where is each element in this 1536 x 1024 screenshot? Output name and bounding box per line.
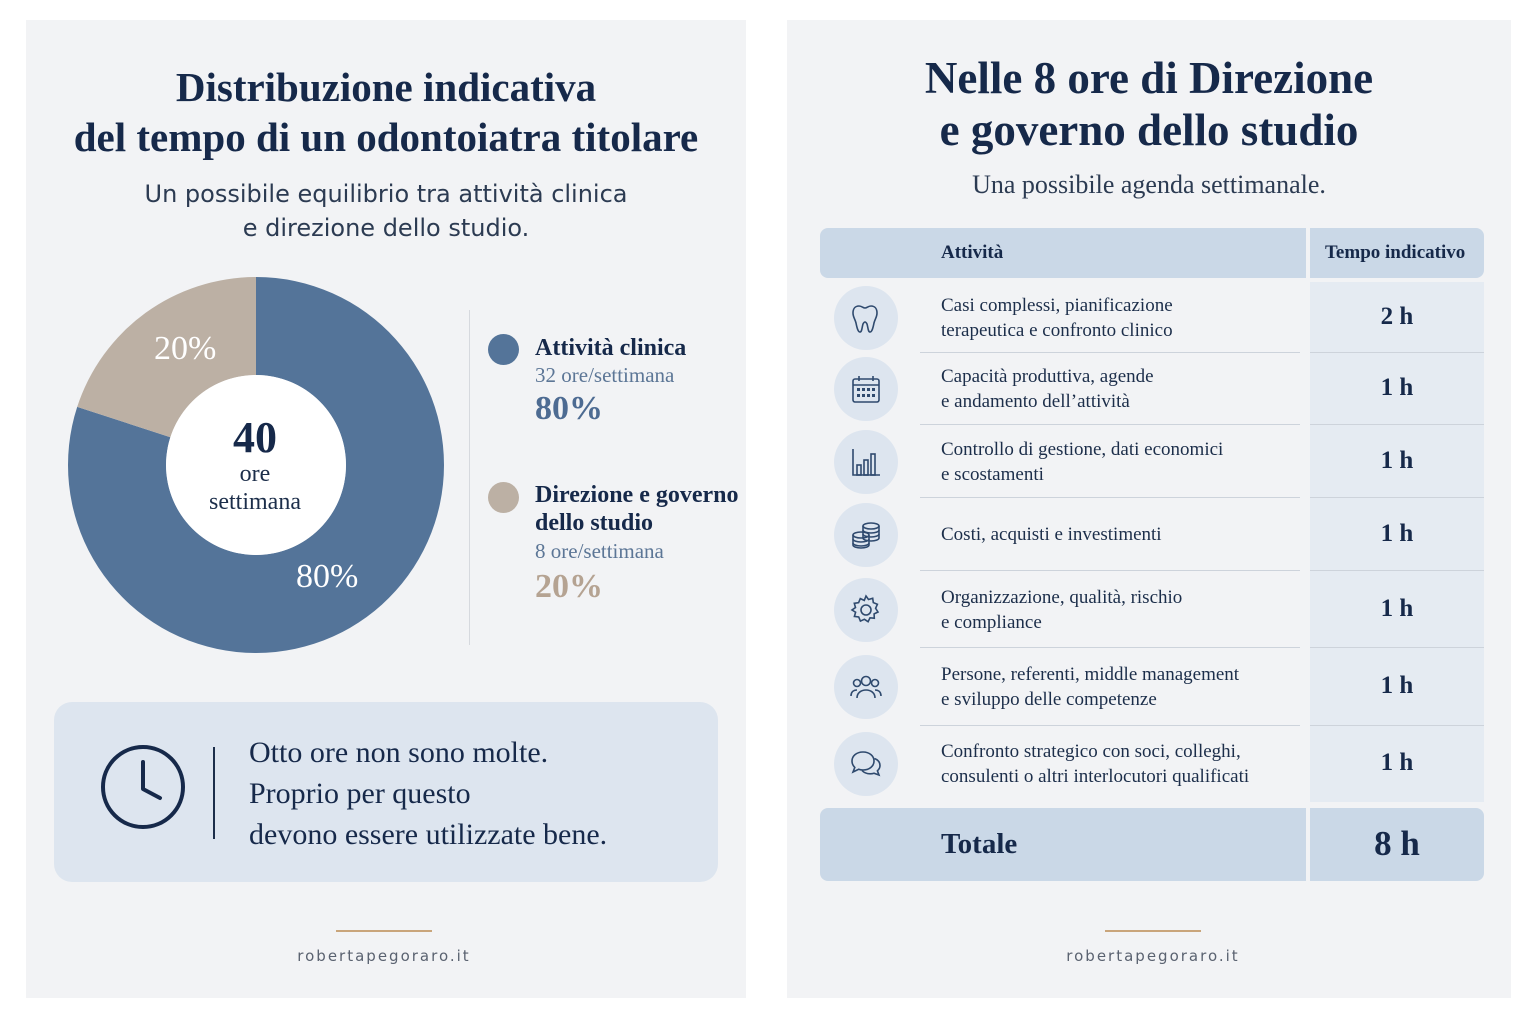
activity-time: 1 h bbox=[1380, 749, 1414, 776]
footer-rule bbox=[336, 930, 432, 932]
activity-time: 1 h bbox=[1380, 594, 1414, 622]
quote-divider bbox=[213, 747, 215, 839]
tooth-icon bbox=[834, 286, 898, 350]
legend-pct-direzione: 20% bbox=[535, 568, 603, 605]
donut-center-unit: ore settimana bbox=[209, 461, 301, 515]
table-row bbox=[820, 726, 1484, 802]
footer-website: robertapegoraro.it bbox=[1066, 947, 1240, 965]
activity-text: Confronto strategico con soci, colleghi, consulenti o altri interlocutori qualificati bbox=[941, 741, 1250, 787]
page-title: Nelle 8 ore di Direzione e governo dello studio bbox=[924, 53, 1374, 155]
legend-divider bbox=[469, 310, 470, 645]
quote-box bbox=[54, 702, 718, 882]
total-label: Totale bbox=[941, 828, 1018, 860]
header-label-activity: Attività bbox=[941, 242, 1004, 263]
activity-time: 2 h bbox=[1380, 302, 1414, 330]
table-row bbox=[820, 648, 1484, 726]
activity-time: 1 h bbox=[1380, 672, 1414, 699]
clock-icon bbox=[98, 742, 188, 832]
activity-text: Costi, acquisti e investimenti bbox=[941, 524, 1162, 545]
activity-time: 1 h bbox=[1380, 519, 1414, 547]
activity-text: Controllo di gestione, dati economici e scostamenti bbox=[941, 438, 1224, 485]
activity-text: Capacità produttiva, agende e andamento dell’attività bbox=[941, 366, 1154, 412]
table-row bbox=[820, 571, 1484, 648]
table-row bbox=[820, 498, 1484, 571]
footer-website: robertapegoraro.it bbox=[297, 947, 471, 965]
table-row bbox=[820, 282, 1484, 353]
slice-label-direzione: 20% bbox=[154, 330, 217, 367]
activity-text: Casi complessi, pianificazione terapeutica e confronto clinico bbox=[941, 294, 1173, 341]
legend-name-direzione: Direzione e governo dello studio bbox=[535, 482, 739, 536]
activity-text: Persone, referenti, middle management e sviluppo delle competenze bbox=[941, 664, 1240, 710]
activity-text: Organizzazione, qualità, rischio e compliance bbox=[941, 586, 1183, 633]
calendar-icon bbox=[834, 357, 898, 421]
quote-text: Otto ore non sono molte. Proprio per questo devono essere utilizzate bene. bbox=[249, 736, 608, 851]
legend-name-clinica: Attività clinica bbox=[535, 335, 687, 361]
right-panel bbox=[787, 20, 1511, 998]
total-value-cell bbox=[1310, 808, 1484, 881]
page-subtitle: Un possibile equilibrio tra attività clinica e direzione dello studio. bbox=[144, 180, 628, 242]
footer-rule bbox=[1105, 930, 1201, 932]
legend-hours-clinica: 32 ore/settimana bbox=[535, 363, 675, 387]
coins-icon bbox=[834, 503, 898, 567]
left-panel bbox=[26, 20, 746, 998]
table-header-activity bbox=[820, 228, 1306, 278]
legend-pct-clinica: 80% bbox=[535, 390, 603, 427]
legend-hours-direzione: 8 ore/settimana bbox=[535, 539, 664, 563]
page-title: Distribuzione indicativa del tempo di un odontoiatra titolare bbox=[73, 64, 699, 160]
header-label-time: Tempo indicativo bbox=[1325, 242, 1466, 263]
table-row bbox=[820, 425, 1484, 498]
gear-icon bbox=[834, 578, 898, 642]
donut-center-number: 40 bbox=[233, 413, 277, 462]
total-value: 8 h bbox=[1374, 824, 1420, 863]
page-subtitle: Una possibile agenda settimanale. bbox=[972, 170, 1326, 199]
slice-label-clinica: 80% bbox=[296, 558, 359, 595]
activity-time: 1 h bbox=[1380, 446, 1414, 474]
legend-dot-direzione bbox=[488, 482, 519, 513]
legend-dot-clinica bbox=[488, 334, 519, 365]
total-row bbox=[820, 808, 1306, 881]
bar-chart-icon bbox=[834, 430, 898, 494]
chat-icon bbox=[834, 732, 898, 796]
table-row bbox=[820, 353, 1484, 425]
people-icon bbox=[834, 655, 898, 719]
activity-time: 1 h bbox=[1380, 374, 1414, 401]
